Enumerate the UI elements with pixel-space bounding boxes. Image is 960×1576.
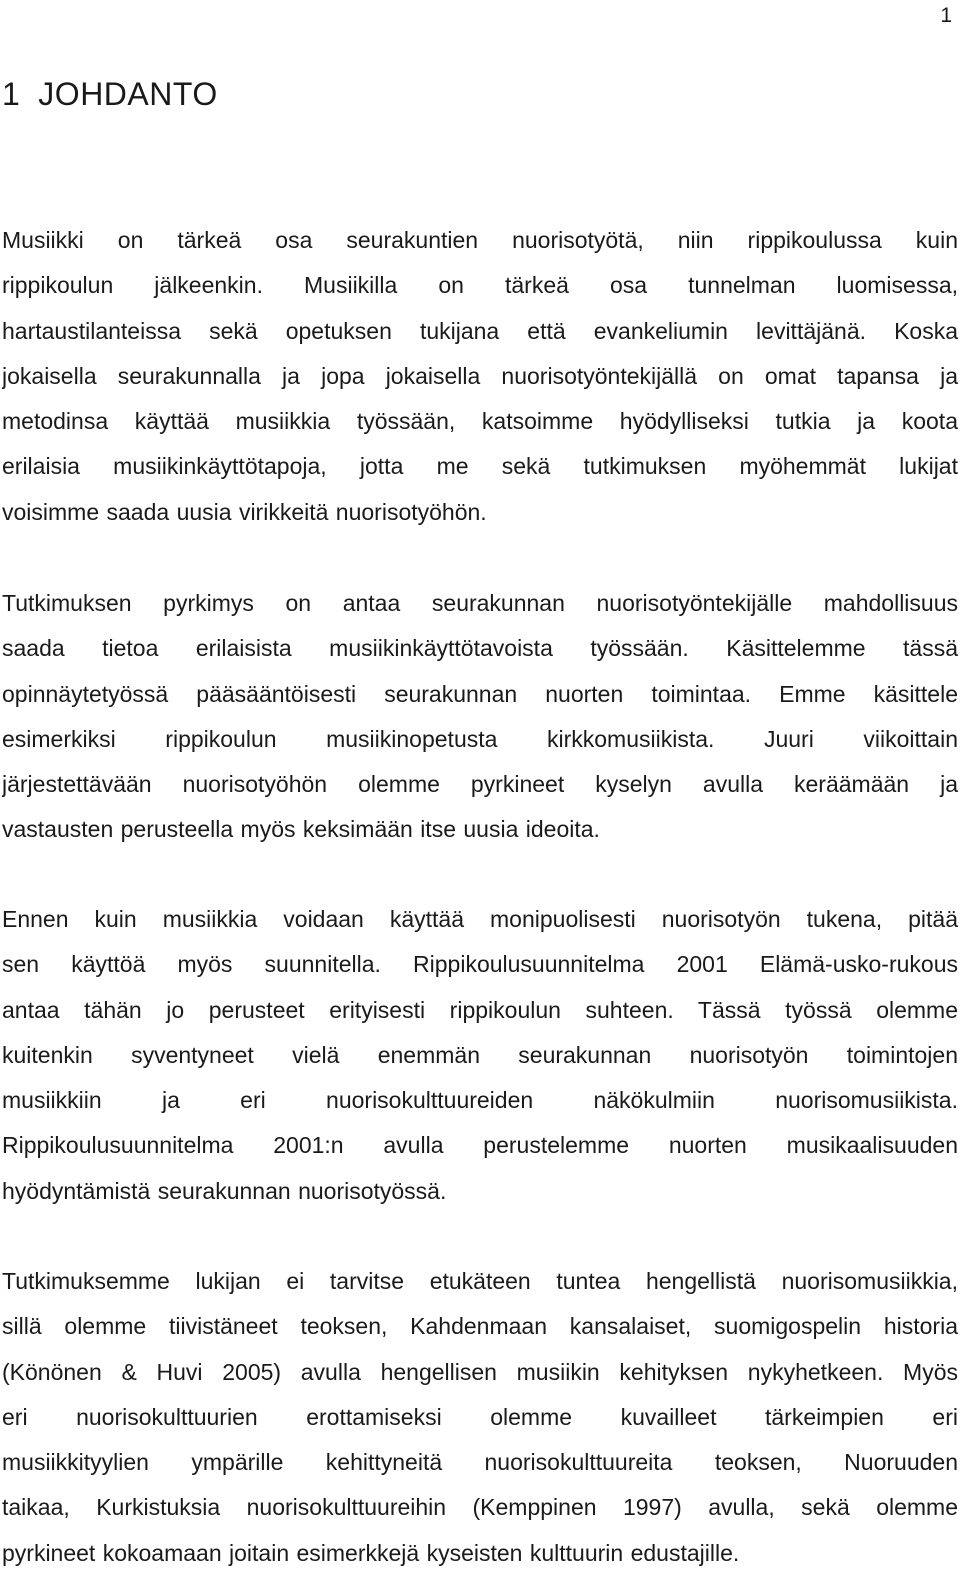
chapter-heading xyxy=(2,74,218,114)
paragraph-line: taikaa, Kurkistuksia nuorisokulttuureihin (Kemppinen 1997) avulla, sekä olemme xyxy=(2,1494,958,1521)
paragraph-line: Tutkimuksen pyrkimys on antaa seurakunnan nuorisotyöntekijälle mahdollisuus xyxy=(2,590,958,616)
paragraph-line: Ennen kuin musiikkia voidaan käyttää monipuolisesti nuorisotyön tukena, pitää xyxy=(2,906,958,932)
paragraph-line: järjestettävään nuorisotyöhön olemme pyrkineet kyselyn avulla keräämään ja xyxy=(2,771,958,798)
paragraph-line: hyödyntämistä seurakunnan nuorisotyössä. xyxy=(2,1177,447,1204)
paragraph-4 xyxy=(2,1259,958,1576)
paragraph-3 xyxy=(2,897,958,1214)
paragraph-line: saada tietoa erilaisista musiikinkäyttötavoista työssään. Käsittelemme tässä xyxy=(2,635,958,662)
paragraph-line: voisimme saada uusia virikkeitä nuorisotyöhön. xyxy=(2,498,487,525)
paragraph-1 xyxy=(2,218,958,535)
paragraph-line: esimerkiksi rippikoulun musiikinopetusta kirkkomusiikista. Juuri viikoittain xyxy=(2,725,958,752)
paragraph-line: pyrkineet kokoamaan joitain esimerkkejä kyseisten kulttuurin edustajille. xyxy=(2,1539,740,1566)
paragraph-line: metodinsa käyttää musiikkia työssään, katsoimme hyödylliseksi tutkia ja koota xyxy=(2,408,958,435)
paragraph-line: sen käyttöä myös suunnitella. Rippikoulusuunnitelma 2001 Elämä-usko-rukous xyxy=(2,951,958,978)
paragraph-line: jokaisella seurakunnalla ja jopa jokaisella nuorisotyöntekijällä on omat tapansa ja xyxy=(2,362,958,389)
paragraph-line: sillä olemme tiivistäneet teoksen, Kahdenmaan kansalaiset, suomigospelin historia xyxy=(2,1313,958,1340)
paragraph-line: musiikkiin ja eri nuorisokulttuureiden näkökulmiin nuorisomusiikista. xyxy=(2,1087,958,1114)
paragraph-line: (Könönen & Huvi 2005) avulla hengellisen musiikin kehityksen nykyhetkeen. Myös xyxy=(2,1358,958,1385)
paragraph-line: Rippikoulusuunnitelma 2001:n avulla perustelemme nuorten musikaalisuuden xyxy=(2,1132,958,1159)
chapter-title: JOHDANTO xyxy=(38,76,218,112)
paragraph-line: eri nuorisokulttuurien erottamiseksi olemme kuvailleet tärkeimpien eri xyxy=(2,1403,958,1430)
paragraph-line: hartaustilanteissa sekä opetuksen tukijana että evankeliumin levittäjänä. Koska xyxy=(2,317,958,344)
paragraph-line: antaa tähän jo perusteet erityisesti rippikoulun suhteen. Tässä työssä olemme xyxy=(2,996,958,1023)
paragraph-2 xyxy=(2,581,958,853)
page-number: 1 xyxy=(940,4,952,27)
paragraph-line: vastausten perusteella myös keksimään itse uusia ideoita. xyxy=(2,816,600,843)
paragraph-line: rippikoulun jälkeenkin. Musiikilla on tärkeä osa tunnelman luomisessa, xyxy=(2,272,958,299)
paragraph-line: Musiikki on tärkeä osa seurakuntien nuorisotyötä, niin rippikoulussa kuin xyxy=(2,227,958,253)
chapter-number: 1 xyxy=(2,76,21,112)
paragraph-line: musiikkityylien ympärille kehittyneitä nuorisokulttuureita teoksen, Nuoruuden xyxy=(2,1449,958,1476)
paragraph-line: erilaisia musiikinkäyttötapoja, jotta me sekä tutkimuksen myöhemmät lukijat xyxy=(2,453,958,480)
paragraph-line: Tutkimuksemme lukijan ei tarvitse etukäteen tuntea hengellistä nuorisomusiikkia, xyxy=(2,1268,958,1294)
paragraph-line: opinnäytetyössä pääsääntöisesti seurakunnan nuorten toimintaa. Emme käsittele xyxy=(2,680,958,707)
paragraph-line: kuitenkin syventyneet vielä enemmän seurakunnan nuorisotyön toimintojen xyxy=(2,1041,958,1068)
